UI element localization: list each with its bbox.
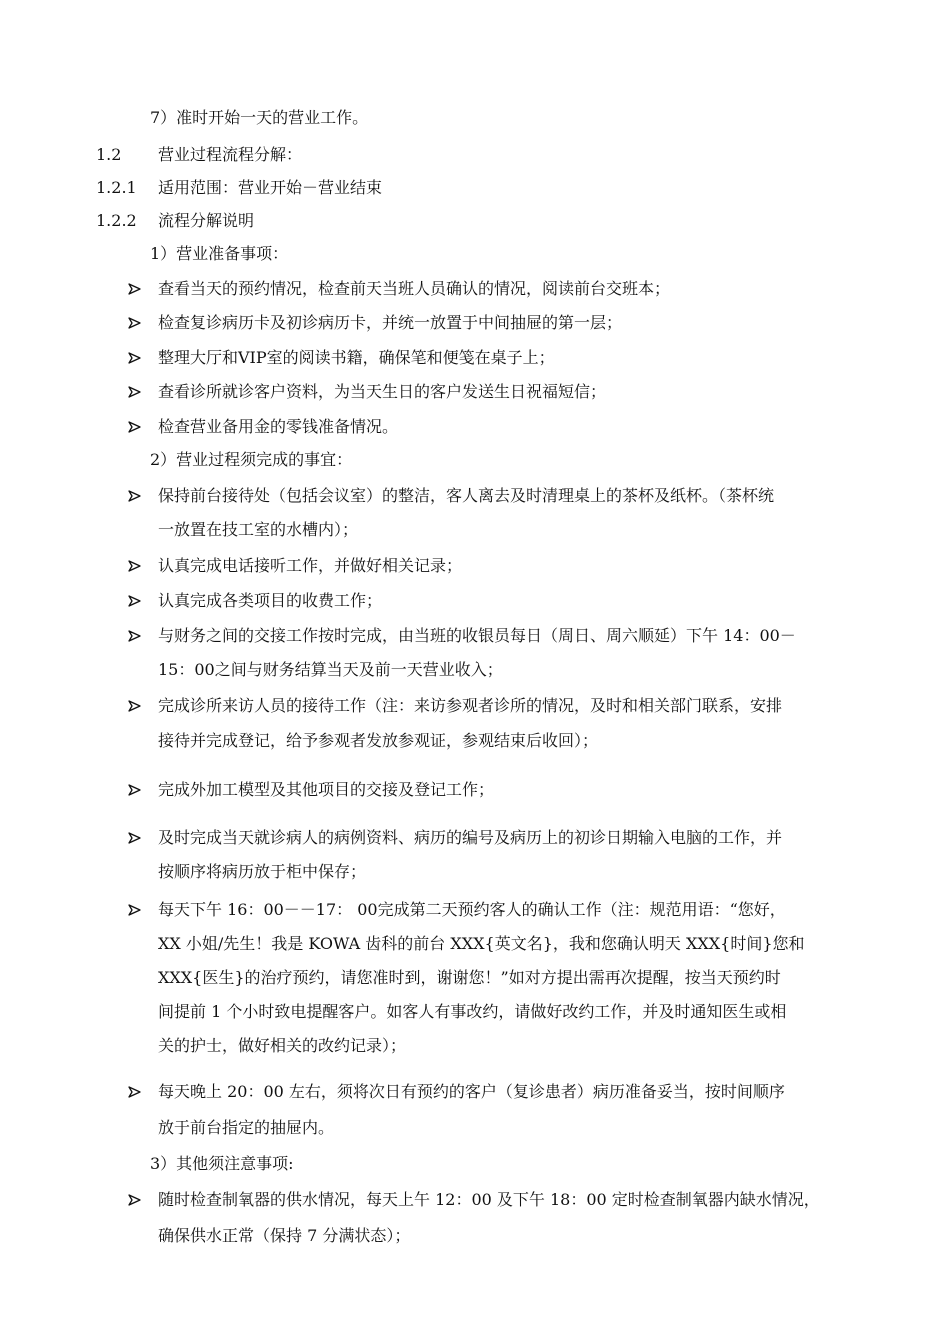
bullet-arrow-icon bbox=[128, 313, 142, 333]
list-item-line: 接待并完成登记，给予参观者发放参观证，参观结束后收回）； bbox=[158, 731, 599, 750]
bullet-arrow-icon bbox=[128, 828, 142, 848]
list-item-line: 一放置在技工室的水槽内）； bbox=[158, 520, 359, 539]
bullet-arrow-icon bbox=[128, 556, 142, 576]
list-item-line: 认真完成各类项目的收费工作； bbox=[158, 591, 383, 610]
list-item-line: XXX{医生}的治疗预约，请您准时到，谢谢您！”如对方提出需再次提醒，按当天预约时 bbox=[158, 968, 781, 987]
list-item-line: 认真完成电话接听工作，并做好相关记录； bbox=[158, 556, 463, 575]
bullet-arrow-icon bbox=[128, 1082, 142, 1102]
list-item-line: 每天下午 16：00－－17： 00完成第二天预约客人的确认工作（注：规范用语：“您好， bbox=[158, 900, 786, 919]
section-3-title: 3）其他须注意事项: bbox=[150, 1154, 294, 1173]
list-item-line: 检查复诊病历卡及初诊病历卡，并统一放置于中间抽屉的第一层； bbox=[158, 313, 623, 332]
heading-1-2-2-number: 1.2.2 bbox=[96, 211, 137, 230]
list-item-line: 完成诊所来访人员的接待工作（注：来访参观者诊所的情况，及时和相关部门联系，安排 bbox=[158, 696, 783, 715]
bullet-arrow-icon bbox=[128, 900, 142, 920]
heading-1-2-number: 1.2 bbox=[96, 145, 122, 164]
list-item-line: 及时完成当天就诊病人的病例资料、病历的编号及病历上的初诊日期输入电脑的工作，并 bbox=[158, 828, 783, 847]
list-item-line: 确保供水正常（保持 7 分满状态）； bbox=[158, 1226, 411, 1245]
list-item-line: 查看诊所就诊客户资料，为当天生日的客户发送生日祝福短信； bbox=[158, 382, 607, 401]
list-item-line: 放于前台指定的抽屉内。 bbox=[158, 1118, 335, 1137]
bullet-arrow-icon bbox=[128, 382, 142, 402]
list-item-line: 间提前 1 个小时致电提醒客户。如客人有事改约，请做好改约工作，并及时通知医生或相 bbox=[158, 1002, 787, 1021]
list-item-line: 按顺序将病历放于柜中保存； bbox=[158, 862, 367, 881]
list-item-line: 整理大厅和VIP室的阅读书籍，确保笔和便笺在桌子上； bbox=[158, 348, 555, 367]
section-1-title: 1）营业准备事项： bbox=[150, 244, 289, 263]
list-item-line: 检查营业备用金的零钱准备情况。 bbox=[158, 417, 399, 436]
list-item-line: 与财务之间的交接工作按时完成，由当班的收银员每日（周日、周六顺延）下午 14：00－ bbox=[158, 626, 796, 645]
paragraph-start-day: 7）准时开始一天的营业工作。 bbox=[150, 108, 369, 127]
bullet-arrow-icon bbox=[128, 626, 142, 646]
list-item-line: 保持前台接待处（包括会议室）的整洁，客人离去及时清理桌上的茶杯及纸杯。（茶杯统 bbox=[158, 486, 775, 505]
bullet-arrow-icon bbox=[128, 279, 142, 299]
heading-1-2-title: 营业过程流程分解： bbox=[158, 145, 303, 164]
heading-1-2-1-number: 1.2.1 bbox=[96, 178, 137, 197]
heading-1-2-1-title: 适用范围：营业开始－营业结束 bbox=[158, 178, 383, 197]
list-item-line: 15：00之间与财务结算当天及前一天营业收入； bbox=[158, 660, 503, 679]
bullet-arrow-icon bbox=[128, 1190, 142, 1210]
bullet-arrow-icon bbox=[128, 417, 142, 437]
list-item-line: 完成外加工模型及其他项目的交接及登记工作； bbox=[158, 780, 495, 799]
list-item-line: 每天晚上 20：00 左右，须将次日有预约的客户（复诊患者）病历准备妥当，按时间顺序 bbox=[158, 1082, 785, 1101]
list-item-line: 关的护士，做好相关的改约记录）； bbox=[158, 1036, 407, 1055]
list-item-line: 随时检查制氧器的供水情况，每天上午 12：00 及下午 18：00 定时检查制氧器内缺水情况， bbox=[158, 1190, 820, 1209]
section-2-title: 2）营业过程须完成的事宜： bbox=[150, 450, 353, 469]
bullet-arrow-icon bbox=[128, 696, 142, 716]
bullet-arrow-icon bbox=[128, 591, 142, 611]
heading-1-2-2-title: 流程分解说明 bbox=[158, 211, 255, 230]
bullet-arrow-icon bbox=[128, 348, 142, 368]
bullet-arrow-icon bbox=[128, 486, 142, 506]
list-item-line: 查看当天的预约情况，检查前天当班人员确认的情况，阅读前台交班本； bbox=[158, 279, 671, 298]
bullet-arrow-icon bbox=[128, 780, 142, 800]
list-item-line: XX 小姐/先生！我是 KOWA 齿科的前台 XXX{英文名}，我和您确认明天 XXX{时间}您和 bbox=[158, 934, 805, 953]
